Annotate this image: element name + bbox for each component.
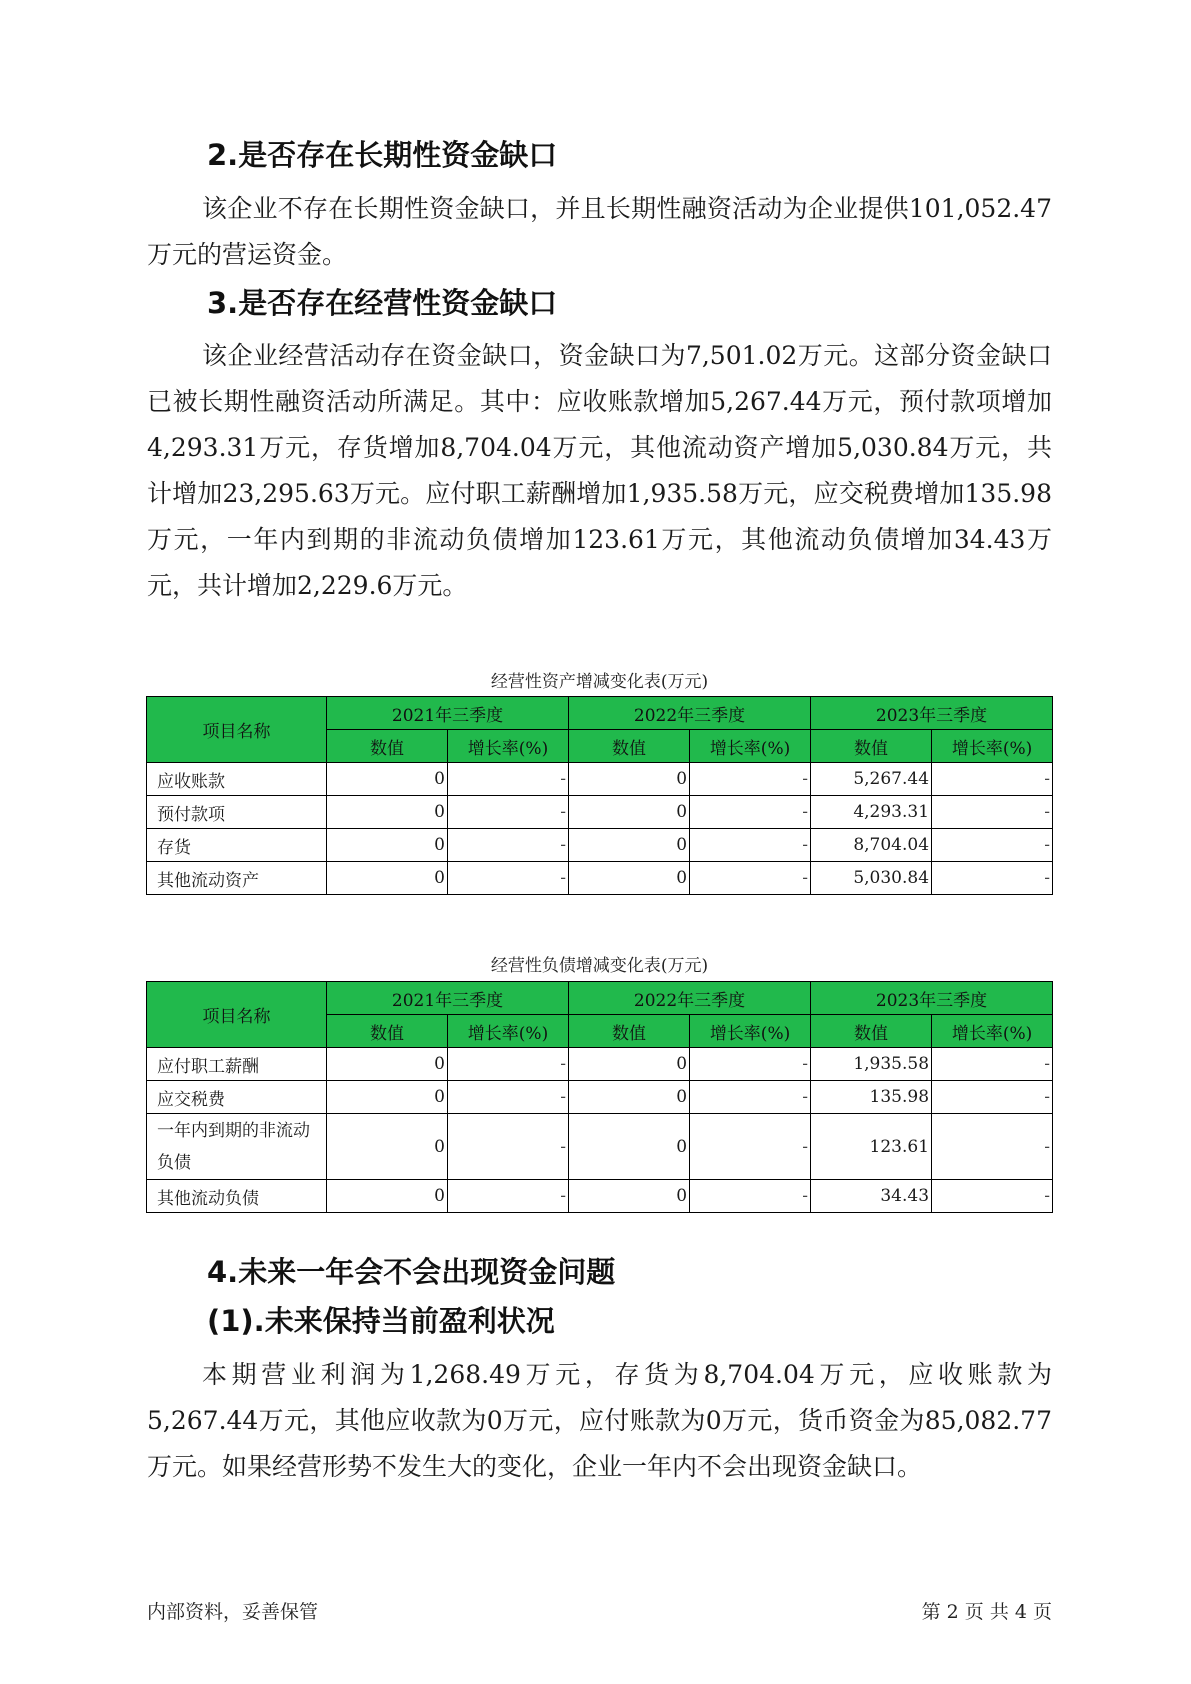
cell-value: 0 xyxy=(569,1048,690,1081)
header-growth: 增长率(%) xyxy=(932,1015,1053,1048)
cell-value: 0 xyxy=(569,862,690,895)
cell-value: 5,267.44 xyxy=(811,763,932,796)
cell-value: 0 xyxy=(569,796,690,829)
row-name: 存货 xyxy=(147,829,327,862)
footer-page-number: 第 2 页 共 4 页 xyxy=(921,1601,1052,1623)
cell-value: 0 xyxy=(569,1180,690,1213)
header-growth: 增长率(%) xyxy=(932,730,1053,763)
cell-growth: - xyxy=(932,1180,1053,1213)
row-name: 应付职工薪酬 xyxy=(147,1048,327,1081)
header-period: 2022年三季度 xyxy=(569,982,811,1015)
table-row xyxy=(147,763,1053,796)
header-value: 数值 xyxy=(569,1015,690,1048)
header-value: 数值 xyxy=(327,1015,448,1048)
cell-value: 0 xyxy=(569,763,690,796)
header-value: 数值 xyxy=(569,730,690,763)
cell-growth: - xyxy=(448,763,569,796)
row-name: 一年内到期的非流动负债 xyxy=(147,1114,327,1180)
table-row xyxy=(147,1114,1053,1180)
liabilities-table-caption: 经营性负债增减变化表(万元) xyxy=(490,956,709,976)
cell-value: 0 xyxy=(327,1180,448,1213)
cell-growth: - xyxy=(932,763,1053,796)
row-name: 预付款项 xyxy=(147,796,327,829)
cell-value: 135.98 xyxy=(811,1081,932,1114)
header-period: 2023年三季度 xyxy=(811,697,1053,730)
cell-growth: - xyxy=(448,796,569,829)
cell-value: 0 xyxy=(327,763,448,796)
cell-growth: - xyxy=(932,1048,1053,1081)
cell-growth: - xyxy=(690,1180,811,1213)
header-period: 2021年三季度 xyxy=(327,697,569,730)
cell-growth: - xyxy=(448,1048,569,1081)
cell-growth: - xyxy=(932,1081,1053,1114)
cell-growth: - xyxy=(690,1114,811,1180)
cell-value: 8,704.04 xyxy=(811,829,932,862)
cell-value: 5,030.84 xyxy=(811,862,932,895)
cell-value: 0 xyxy=(327,829,448,862)
header-value: 数值 xyxy=(811,1015,932,1048)
table-row xyxy=(147,796,1053,829)
table-row xyxy=(147,1180,1053,1213)
cell-growth: - xyxy=(690,829,811,862)
cell-value: 0 xyxy=(569,829,690,862)
cell-growth: - xyxy=(690,1081,811,1114)
cell-value: 0 xyxy=(327,862,448,895)
cell-value: 1,935.58 xyxy=(811,1048,932,1081)
cell-value: 0 xyxy=(569,1081,690,1114)
header-period: 2023年三季度 xyxy=(811,982,1053,1015)
header-growth: 增长率(%) xyxy=(448,1015,569,1048)
header-period: 2022年三季度 xyxy=(569,697,811,730)
section-4-heading: 4.未来一年会不会出现资金问题 xyxy=(207,1255,616,1289)
header-value: 数值 xyxy=(811,730,932,763)
section-2-paragraph: 该企业不存在长期性资金缺口，并且长期性融资活动为企业提供101,052.47万元的营运资金。 xyxy=(147,194,1052,269)
cell-growth: - xyxy=(690,862,811,895)
header-growth: 增长率(%) xyxy=(690,730,811,763)
header-item-name: 项目名称 xyxy=(147,982,327,1048)
cell-growth: - xyxy=(932,862,1053,895)
assets-table-caption: 经营性资产增减变化表(万元) xyxy=(490,672,709,692)
cell-growth: - xyxy=(690,763,811,796)
cell-value: 0 xyxy=(327,1048,448,1081)
cell-growth: - xyxy=(932,829,1053,862)
section-4-subheading: (1).未来保持当前盈利状况 xyxy=(207,1304,555,1338)
footer-confidential-note: 内部资料，妥善保管 xyxy=(147,1601,319,1623)
header-value: 数值 xyxy=(327,730,448,763)
cell-value: 0 xyxy=(327,1081,448,1114)
cell-growth: - xyxy=(448,1180,569,1213)
section-2-heading: 2.是否存在长期性资金缺口 xyxy=(207,138,558,172)
row-name: 其他流动资产 xyxy=(147,862,327,895)
cell-growth: - xyxy=(932,1114,1053,1180)
header-growth: 增长率(%) xyxy=(690,1015,811,1048)
section-3-heading: 3.是否存在经营性资金缺口 xyxy=(207,286,558,320)
cell-growth: - xyxy=(448,829,569,862)
assets-change-table xyxy=(146,696,1053,895)
table-row xyxy=(147,829,1053,862)
row-name: 应交税费 xyxy=(147,1081,327,1114)
table-row xyxy=(147,1081,1053,1114)
table-row xyxy=(147,1048,1053,1081)
cell-growth: - xyxy=(448,1081,569,1114)
header-growth: 增长率(%) xyxy=(448,730,569,763)
cell-value: 123.61 xyxy=(811,1114,932,1180)
cell-value: 0 xyxy=(569,1114,690,1180)
cell-growth: - xyxy=(448,862,569,895)
header-period: 2021年三季度 xyxy=(327,982,569,1015)
cell-value: 34.43 xyxy=(811,1180,932,1213)
cell-growth: - xyxy=(690,796,811,829)
cell-growth: - xyxy=(932,796,1053,829)
row-name: 应收账款 xyxy=(147,763,327,796)
cell-growth: - xyxy=(690,1048,811,1081)
cell-growth: - xyxy=(448,1114,569,1180)
section-3-paragraph: 该企业经营活动存在资金缺口，资金缺口为7,501.02万元。这部分资金缺口已被长期性融资活动所满足。其中：应收账款增加5,267.44万元，预付款项增加4,293.31万元，存货增加8,704.04万元，其他流动资产增加5,030.84万元，共计增加23,295.63万元。应付职工薪酬增加1,935.58万元，应交税费增加135.98万元，一年内到期的非流动负债增加123.61万元，其他流动负债增加34.43万元，共计增加2,229.6万元。 xyxy=(147,341,1052,600)
cell-value: 0 xyxy=(327,1114,448,1180)
row-name: 其他流动负债 xyxy=(147,1180,327,1213)
cell-value: 0 xyxy=(327,796,448,829)
section-4-paragraph: 本期营业利润为1,268.49万元，存货为8,704.04万元，应收账款为5,267.44万元，其他应收款为0万元，应付账款为0万元，货币资金为85,082.77万元。如果经营形势不发生大的变化，企业一年内不会出现资金缺口。 xyxy=(147,1360,1052,1481)
cell-value: 4,293.31 xyxy=(811,796,932,829)
table-row xyxy=(147,862,1053,895)
header-item-name: 项目名称 xyxy=(147,697,327,763)
liabilities-change-table xyxy=(146,981,1053,1213)
